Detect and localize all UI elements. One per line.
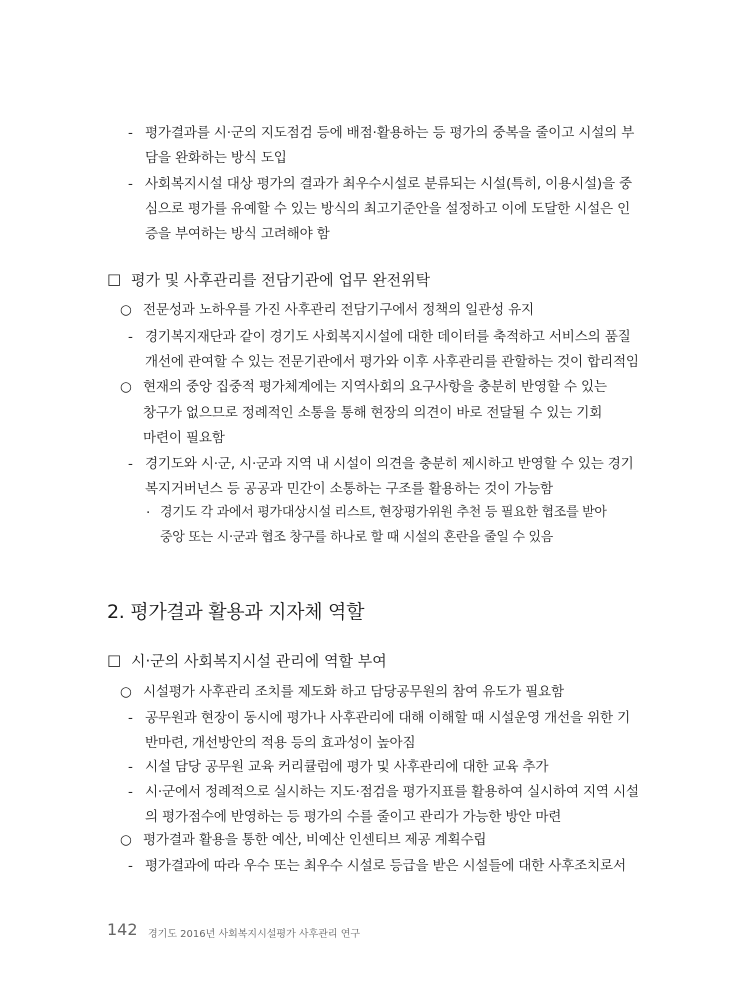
text-line: 시·군에서 정례적으로 실시하는 지도·점검을 평가지표를 활용하여 실시하여 지역 시설 [145, 784, 639, 800]
chapter-title: 2. 평가결과 활용과 지자체 역할 [107, 601, 365, 623]
dash-marker: - [128, 858, 133, 874]
text-line: 공무원과 현장이 동시에 평가나 사후관리에 대해 이해할 때 시설운영 개선을 위한 기 [145, 710, 631, 726]
section-heading-text: 시·군의 사회복지시설 관리에 역할 부여 [131, 652, 387, 670]
dash-marker: - [128, 329, 133, 345]
dot-marker: · [146, 505, 151, 521]
text-line: 중앙 또는 시·군과 협조 창구를 하나로 할 때 시설의 혼란을 줄일 수 있음 [160, 530, 554, 545]
text-line: 사회복지시설 대상 평가의 결과가 최우수시설로 분류되는 시설(특히, 이용시설)을 중 [145, 176, 632, 192]
page-number: 142 [107, 920, 138, 939]
text-line: 증을 부여하는 방식 고려해야 함 [145, 226, 330, 242]
dash-marker: - [128, 784, 133, 800]
circle-bullet-icon: ○ [120, 379, 132, 395]
square-bullet-icon: □ [107, 651, 122, 669]
text-line: 평가결과에 따라 우수 또는 최우수 시설로 등급을 받은 시설들에 대한 사후조치로서 [145, 858, 626, 874]
text-line: 현재의 중앙 집중적 평가체계에는 지역사회의 요구사항을 충분히 반영할 수 있는 [143, 379, 607, 395]
dash-marker: - [128, 759, 133, 775]
text-line: 전문성과 노하우를 가진 사후관리 전담기구에서 정책의 일관성 유지 [143, 302, 534, 318]
text-line: 시설평가 사후관리 조치를 제도화 하고 담당공무원의 참여 유도가 필요함 [143, 684, 564, 700]
section-heading-text: 평가 및 사후관리를 전담기관에 업무 완전위탁 [131, 271, 431, 289]
square-bullet-icon: □ [107, 270, 122, 288]
text-line: 경기도 각 과에서 평가대상시설 리스트, 현장평가위원 추천 등 필요한 협조를 받아 [160, 505, 607, 520]
text-line: 평가결과 활용을 통한 예산, 비예산 인센티브 제공 계획수립 [143, 832, 487, 848]
text-line: 마련이 필요함 [143, 430, 225, 446]
text-line: 경기복지재단과 같이 경기도 사회복지시설에 대한 데이터를 축적하고 서비스의 품질 [145, 329, 631, 345]
text-line: 담을 완화하는 방식 도입 [145, 150, 287, 166]
text-line: 심으로 평가를 유예할 수 있는 방식의 최고기준안을 설정하고 이에 도달한 시설은 인 [145, 201, 631, 217]
dash-marker: - [128, 176, 133, 192]
circle-bullet-icon: ○ [120, 684, 132, 700]
dash-marker: - [128, 710, 133, 726]
circle-bullet-icon: ○ [120, 832, 132, 848]
text-line: 창구가 없으므로 정례적인 소통을 통해 현장의 의견이 바로 전달될 수 있는 기회 [143, 405, 603, 421]
running-title: 경기도 2016년 사회복지시설평가 사후관리 연구 [148, 929, 361, 940]
text-line: 의 평가점수에 반영하는 등 평가의 수를 줄이고 관리가 가능한 방안 마련 [145, 809, 562, 825]
text-line: 평가결과를 시·군의 지도점검 등에 배점·활용하는 등 평가의 중복을 줄이고 시설의 부 [145, 125, 635, 141]
text-line: 경기도와 시·군, 시·군과 지역 내 시설이 의견을 충분히 제시하고 반영할 수 있는 경기 [145, 456, 634, 472]
dash-marker: - [128, 125, 133, 141]
dash-marker: - [128, 456, 133, 472]
text-line: 복지거버넌스 등 공공과 민간이 소통하는 구조를 활용하는 것이 가능함 [145, 481, 553, 497]
text-line: 시설 담당 공무원 교육 커리큘럼에 평가 및 사후관리에 대한 교육 추가 [145, 759, 549, 775]
text-line: 반마련, 개선방안의 적용 등의 효과성이 높아짐 [145, 735, 416, 751]
text-line: 개선에 관여할 수 있는 전문기관에서 평가와 이후 사후관리를 관할하는 것이 합리적임 [145, 354, 639, 370]
circle-bullet-icon: ○ [120, 302, 132, 318]
